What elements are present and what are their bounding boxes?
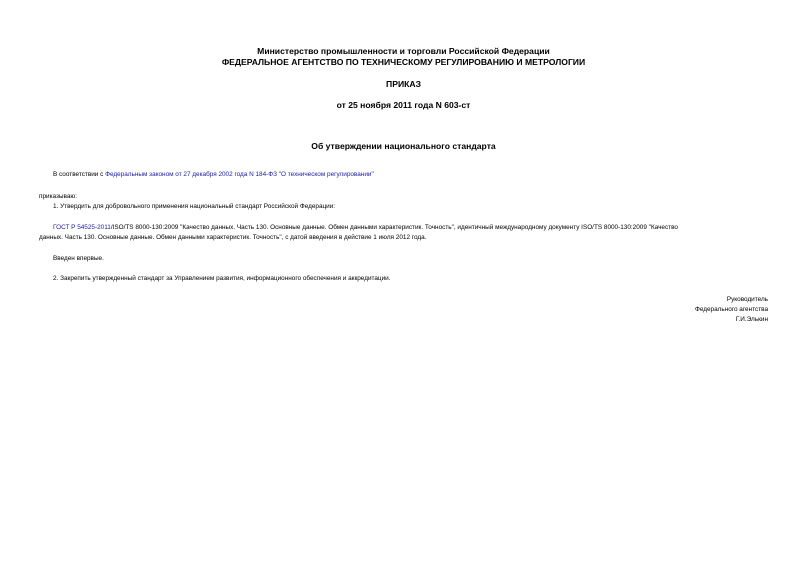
document-date-number: от 25 ноября 2011 года N 603-ст	[336, 100, 471, 110]
gost-standard-link[interactable]: ГОСТ Р 54525-2011	[53, 224, 111, 231]
introduced-note: Введен впервые.	[53, 255, 104, 262]
item-2: 2. Закрепить утвержденный стандарт за Управлением развития, информационного обеспечения и аккредитации.	[53, 275, 391, 282]
document-title: Об утверждении национального стандарта	[311, 141, 496, 151]
intro-prefix: В соответствии с	[53, 171, 106, 178]
signature-name: Г.И.Элькин	[735, 316, 768, 323]
ministry-heading: Министерство промышленности и торговли Российской Федерации	[257, 46, 550, 56]
order-word: приказываю:	[39, 193, 77, 200]
standard-description: /ISO/TS 8000-130:2009 "Качество данных. Часть 130. Основные данные. Обмен данными характеристик. Точность", идентичный международному документу ISO/TS 8000-130:2009 "Качество	[110, 224, 678, 231]
signature-agency: Федерального агентства	[694, 306, 768, 313]
standard-line-1	[53, 223, 807, 232]
signature-title: Руководитель	[726, 296, 768, 303]
standard-line-2: данных. Часть 130. Основные данные. Обмен данными характеристик. Точность", с датой введения в действие 1 июля 2012 года.	[39, 234, 427, 241]
agency-heading: ФЕДЕРАЛЬНОЕ АГЕНТСТВО ПО ТЕХНИЧЕСКОМУ РЕГУЛИРОВАНИЮ И МЕТРОЛОГИИ	[221, 57, 586, 67]
item-1: 1. Утвердить для добровольного применения национальный стандарт Российской Федерации:	[53, 203, 336, 210]
federal-law-link[interactable]: Федеральным законом от 27 декабря 2002 года N 184-ФЗ "О техническом регулировании"	[105, 171, 374, 178]
document-type: ПРИКАЗ	[386, 79, 421, 89]
intro-paragraph	[53, 170, 374, 179]
